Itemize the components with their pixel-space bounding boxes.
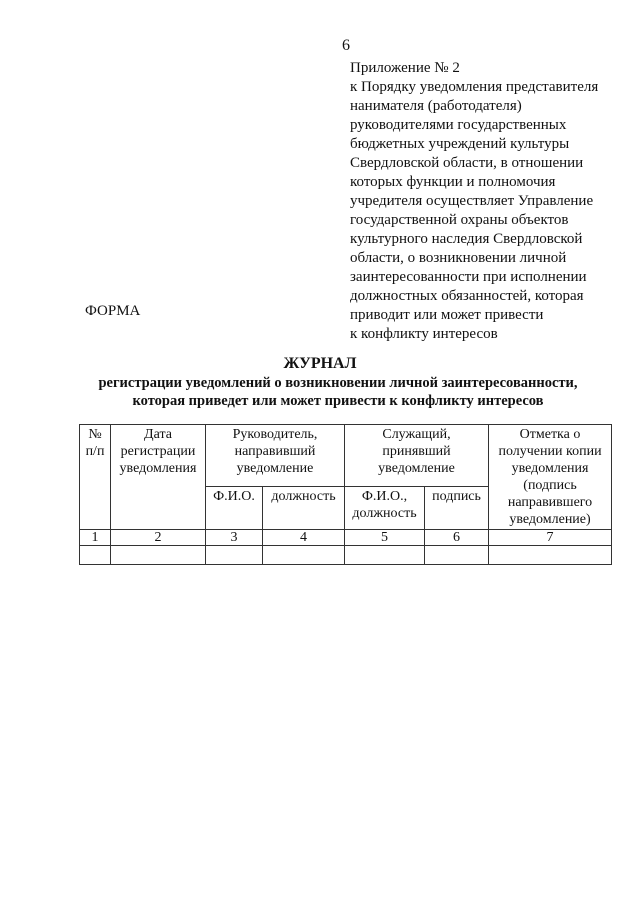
appendix-line: должностных обязанностей, которая <box>350 288 584 304</box>
appendix-line: к конфликту интересов <box>350 326 498 342</box>
appendix-line: государственной охраны объектов <box>350 212 569 228</box>
appendix-line: Приложение № 2 <box>350 60 460 76</box>
header-employee-group: Служащий, принявший уведомление <box>345 425 489 487</box>
header-manager-group: Руководитель, направивший уведомление <box>206 425 345 487</box>
header-registration-date: Дата регистрации уведомления <box>111 425 206 530</box>
subtitle-line: регистрации уведомлений о возникновении личной заинтересованности, <box>98 375 578 391</box>
table-cell <box>111 546 206 565</box>
table-cell <box>206 546 263 565</box>
appendix-line: учредителя осуществляет Управление <box>350 193 594 209</box>
appendix-line: к Порядку уведомления представителя <box>350 79 599 95</box>
header-manager-position: должность <box>263 487 345 530</box>
table-row <box>80 546 612 565</box>
table-cell <box>80 546 111 565</box>
form-label: ФОРМА <box>85 303 141 319</box>
header-copy-receipt-mark: Отметка о получении копии уведомления (подпись направившего уведомление) <box>489 425 612 530</box>
appendix-line: руководителями государственных <box>350 117 567 133</box>
journal-table <box>79 424 612 565</box>
document-subtitle <box>0 374 640 410</box>
header-number: № п/п <box>80 425 111 530</box>
page-number: 6 <box>342 37 350 54</box>
column-number: 4 <box>263 530 345 546</box>
table-header-row <box>80 425 612 487</box>
appendix-line: области, о возникновении личной <box>350 250 567 266</box>
table-cell <box>425 546 489 565</box>
column-number: 5 <box>345 530 425 546</box>
appendix-block <box>350 59 635 344</box>
column-number: 7 <box>489 530 612 546</box>
appendix-line: заинтересованности при исполнении <box>350 269 587 285</box>
table-cell <box>263 546 345 565</box>
column-number: 2 <box>111 530 206 546</box>
appendix-line: Свердловской области, в отношении <box>350 155 584 171</box>
table-cell <box>345 546 425 565</box>
subtitle-line: которая приведет или может привести к конфликту интересов <box>132 393 544 409</box>
header-employee-fio-position: Ф.И.О., должность <box>345 487 425 530</box>
appendix-line: культурного наследия Свердловской <box>350 231 583 247</box>
column-number-row <box>80 530 612 546</box>
document-title: ЖУРНАЛ <box>283 355 357 372</box>
appendix-line: приводит или может привести <box>350 307 544 323</box>
column-number: 3 <box>206 530 263 546</box>
column-number: 1 <box>80 530 111 546</box>
appendix-line: бюджетных учреждений культуры <box>350 136 570 152</box>
appendix-line: которых функции и полномочия <box>350 174 556 190</box>
table-cell <box>489 546 612 565</box>
appendix-line: нанимателя (работодателя) <box>350 98 522 114</box>
header-employee-signature: подпись <box>425 487 489 530</box>
header-manager-fio: Ф.И.О. <box>206 487 263 530</box>
column-number: 6 <box>425 530 489 546</box>
